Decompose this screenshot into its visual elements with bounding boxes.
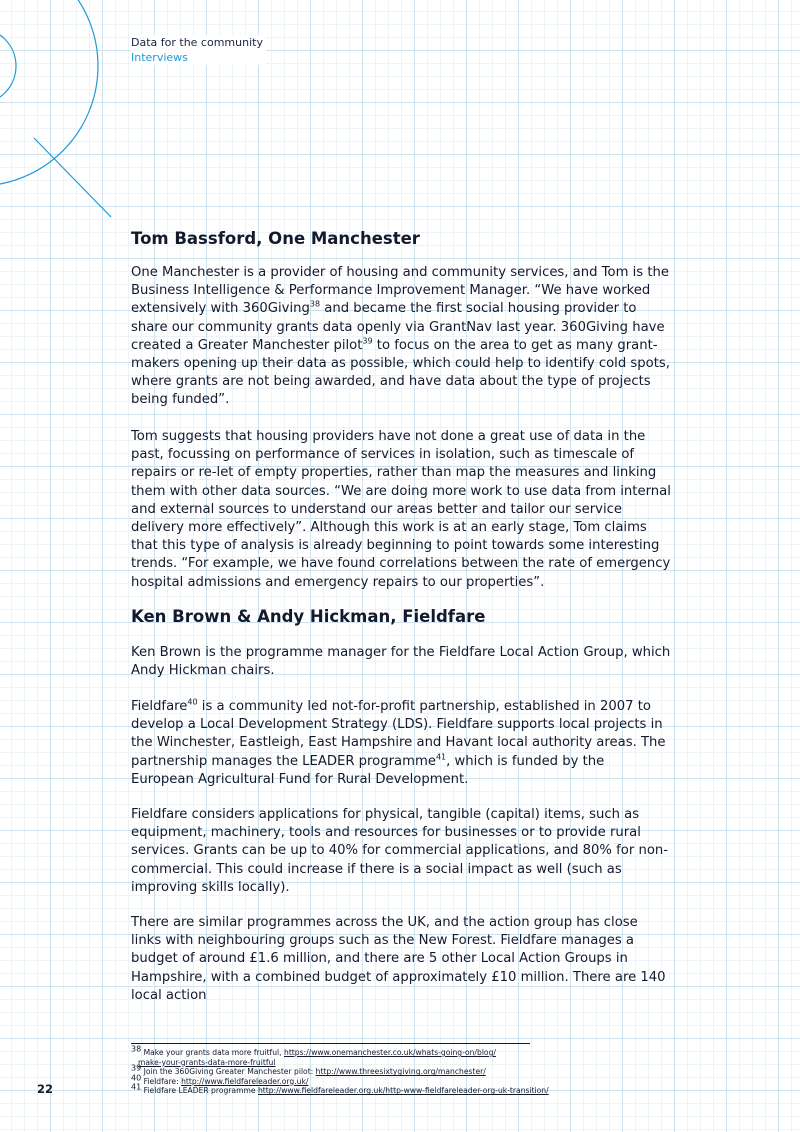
section-heading: Ken Brown & Andy Hickman, Fieldfare: [131, 607, 486, 626]
footnote-link[interactable]: http://www.fieldfareleader.org.uk/http-www-fieldfareleader-org-uk-transition/: [257, 1086, 549, 1096]
text-run: to focus on the area to get as many grant-makers opening up their data as possible, which could help to identify cold spots, where grants are not being awarded, and have data about the type of projects being funded”.: [131, 337, 670, 408]
footnote-ref-41[interactable]: 41: [435, 752, 447, 762]
text-run: is a community led not-for-profit partnership, established in 2007 to develop a Local Development Strategy (LDS). Fieldfare supports local projects in the Winchester, Eastleigh, East Hampshire and Havant local authority areas. The partnership manages the LEADER programme: [131, 699, 666, 769]
footnote-ref-40[interactable]: 40: [187, 697, 198, 707]
interview2-paragraph-1: [131, 644, 671, 680]
footnote-40: [131, 1073, 651, 1087]
interview2-paragraph-4: [131, 914, 671, 1005]
footnotes: [131, 1044, 651, 1096]
footnote-number: 38: [131, 1044, 142, 1054]
body-paragraph: Fieldfare considers applications for physical, tangible (capital) items, such as equipment, machinery, tools and resources for businesses or to provide rural services. Grants can be up to 40% for commercial applications, and 80% for non-commercial. This could increase if there is a social impact as well (such as improving skills locally).: [131, 807, 669, 895]
body-paragraph: [131, 698, 671, 789]
interview1-paragraph-1: [131, 264, 671, 410]
footnote-ref-39[interactable]: 39: [362, 336, 373, 346]
interview-heading-fieldfare: [131, 606, 671, 628]
body-paragraph: Tom suggests that housing providers have not done a great use of data in the past, focussing on performance of services in isolation, such as timescale of repairs or re-let of empty properties, rather than map the measures and linking them with other data sources. “We are doing more work to use data from internal and external sources to understand our areas better and tailor our service delivery more effectively”. Although this work is at an early stage, Tom claims that this type of analysis is already beginning to point towards some interesting trends. “For example, we have found correlations between the rate of emergency hospital admissions and emergency repairs to our properties”.: [131, 429, 671, 590]
footnote-ref-38[interactable]: 38: [309, 300, 321, 310]
section-heading: Tom Bassford, One Manchester: [131, 229, 420, 248]
body-paragraph: Ken Brown is the programme manager for the Fieldfare Local Action Group, which Andy Hickman chairs.: [131, 645, 671, 679]
footnote-text: Fieldfare LEADER programme: [141, 1086, 258, 1096]
decorative-circle-graphic: [0, 0, 130, 230]
footnote-link[interactable]: http://www.threesixtygiving.org/manchester/: [315, 1067, 486, 1077]
footnote-text: Make your grants data more fruitful,: [141, 1048, 284, 1057]
header-subsection-title: Interviews: [131, 51, 188, 64]
footnote-link[interactable]: https://www.onemanchester.co.uk/whats-going-on/blog/: [284, 1048, 496, 1057]
footnote-text: Join the 360Giving Greater Manchester pilot:: [141, 1067, 316, 1077]
body-paragraph: There are similar programmes across the UK, and the action group has close links with neighbouring groups such as the New Forest. Fieldfare manages a budget of around £1.6 million, and there are 5 other Local Action Groups in Hampshire, with a combined budget of approximately £10 million. There are 140 local action: [131, 915, 666, 1003]
footnote-number: 41: [131, 1082, 142, 1092]
footnote-number: 40: [131, 1073, 142, 1083]
interview1-paragraph-2: [131, 428, 671, 592]
body-paragraph: [131, 264, 671, 410]
interview2-paragraph-3: [131, 806, 671, 897]
text-run: and became the first social housing provider to share our community grants data openly via GrantNav last year. 360Giving have created a Greater Manchester pilot: [131, 301, 665, 353]
footnote-41: [131, 1082, 651, 1096]
footnote-39: [131, 1063, 651, 1077]
footnote-text: Fieldfare:: [141, 1076, 182, 1086]
running-header: [131, 35, 266, 65]
text-run: One Manchester is a provider of housing and community services, and Tom is the Business Intelligence & Performance Improvement Manager. “We have worked extensively with 360Giving: [131, 265, 669, 317]
footnote-link-continued[interactable]: make-your-grants-data-more-fruitful: [138, 1057, 276, 1067]
footnote-link[interactable]: http://www.fieldfareleader.org.uk/: [181, 1076, 309, 1086]
footnote-38: [131, 1044, 651, 1067]
interview-heading-tom-bassford: [131, 228, 671, 250]
text-run: , which is funded by the European Agricultural Fund for Rural Development.: [131, 753, 605, 787]
footnote-divider: [131, 1043, 530, 1044]
interview2-paragraph-2: [131, 698, 671, 789]
text-run: Fieldfare: [131, 699, 188, 714]
page-number: 22: [37, 1082, 54, 1096]
header-section-title: Data for the community: [131, 36, 263, 49]
footnote-number: 39: [131, 1063, 142, 1073]
